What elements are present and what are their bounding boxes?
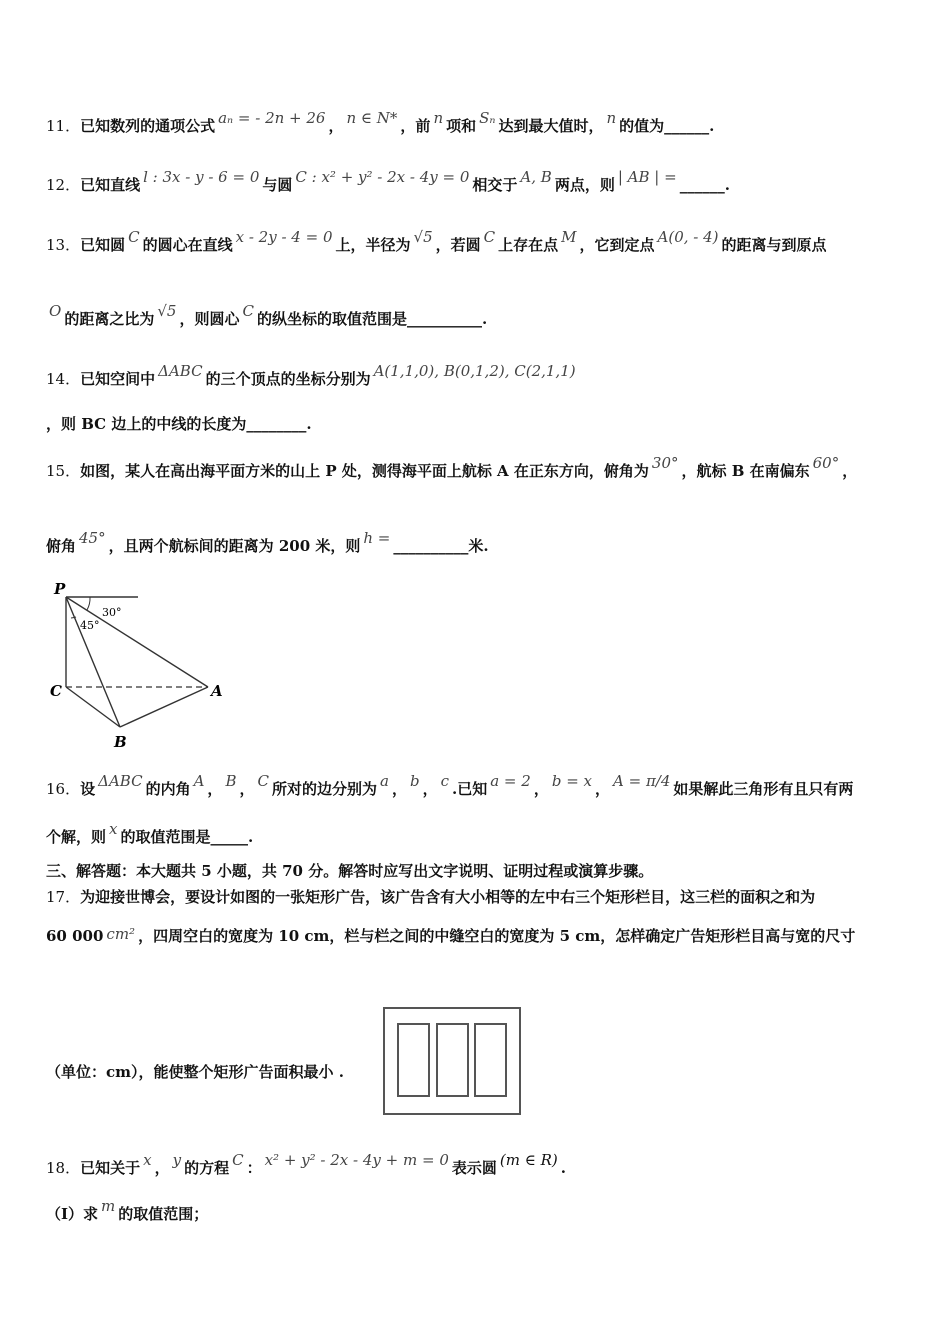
question-14: 14．已知空间中 ΔABC 的三个顶点的坐标分别为 A(1,1,0), B(0,1,2), C(2,1,1) bbox=[46, 362, 576, 388]
geometry-figure bbox=[40, 575, 240, 755]
question-14-line-2: ，则 BC 边上的中线的长度为________. bbox=[46, 415, 312, 433]
label-B: B bbox=[114, 733, 127, 751]
edge-BA bbox=[120, 687, 208, 727]
ad-column-left bbox=[398, 1024, 429, 1096]
angle-arc-30 bbox=[87, 597, 90, 610]
question-15-line-2: 俯角 45° ，且两个航标间的距离为 200 米，则 h = __________米. bbox=[46, 529, 489, 555]
question-13: 13．已知圆 C 的圆心在直线 x - 2y - 4 = 0 上，半径为 √5 ，若圆 C 上存在点 M ，它到定点 A(0, - 4) 的距离与到原点 bbox=[46, 228, 827, 254]
question-16: 16．设 ΔABC 的内角 A ， B ， C 所对的边分别为 a ， b ， c .已知 a = 2 ， b = x ， A = π/4 如果解此三角形有且只有两 bbox=[46, 772, 854, 798]
label-45-deg: 45° bbox=[80, 619, 100, 632]
edge-PA bbox=[66, 597, 208, 687]
label-C: C bbox=[50, 682, 62, 700]
label-30-deg: 30° bbox=[102, 606, 122, 619]
question-11: 11．已知数列的通项公式 aₙ = - 2n + 26 ， n ∈ N* ，前 n 项和 Sₙ 达到最大值时， n 的值为______. bbox=[46, 109, 715, 135]
question-17-line-2: 60 000 cm² ，四周空白的宽度为 10 cm，栏与栏之间的中缝空白的宽度为 5 cm，怎样确定广告矩形栏目高与宽的尺寸 bbox=[46, 925, 856, 945]
ad-column-right bbox=[475, 1024, 506, 1096]
question-18: 18．已知关于 x ， y 的方程 C ： x² + y² - 2x - 4y + m = 0 表示圆 (m ∈ R) . bbox=[46, 1151, 566, 1177]
question-15: 15．如图，某人在高出海平面方米的山上 P 处，测得海平面上航标 A 在正东方向，俯角为 30° ，航标 B 在南偏东 60° ， bbox=[46, 454, 858, 480]
question-17: 17．为迎接世博会，要设计如图的一张矩形广告，该广告含有大小相等的左中右三个矩形栏目，这三栏的面积之和为 bbox=[46, 888, 816, 906]
question-18-part-1: （Ⅰ）求 m 的取值范围； bbox=[46, 1197, 209, 1223]
ad-column-middle bbox=[437, 1024, 468, 1096]
advertisement-diagram bbox=[383, 1007, 523, 1117]
label-A: A bbox=[211, 682, 223, 700]
question-12: 12．已知直线 l : 3x - y - 6 = 0 与圆 C : x² + y² - 2x - 4y = 0 相交于 A, B 两点，则 | AB | = ______. bbox=[46, 168, 730, 194]
question-16-line-2: 个解，则 x 的取值范围是_____. bbox=[46, 820, 254, 846]
question-17-line-3: （单位：cm），能使整个矩形广告面积最小 . bbox=[46, 1063, 344, 1081]
question-13-line-2: O 的距离之比为 √5 ，则圆心 C 的纵坐标的取值范围是__________. bbox=[49, 302, 488, 328]
label-P: P bbox=[54, 580, 66, 598]
section-heading: 三、解答题：本大题共 5 小题，共 70 分。解答时应写出文字说明、证明过程或演算步骤。 bbox=[46, 862, 654, 880]
